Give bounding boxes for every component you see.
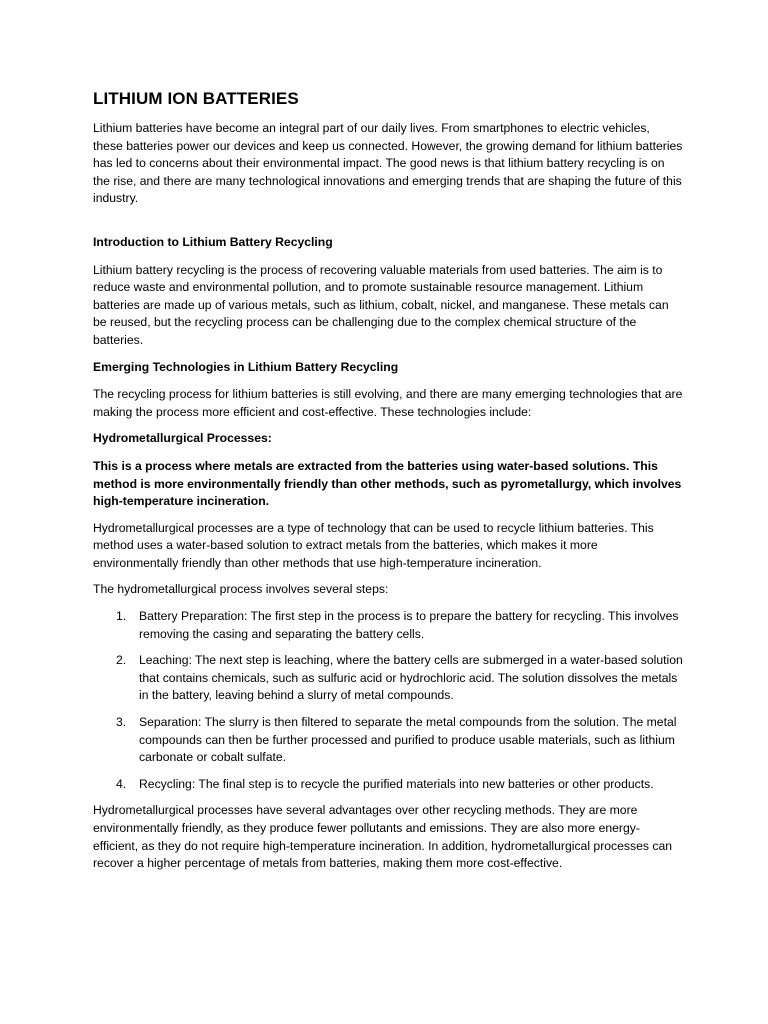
list-item <box>93 652 683 705</box>
document-page <box>93 88 683 882</box>
list-item-number: 4. <box>116 776 127 791</box>
list-item-text: Separation: The slurry is then filtered to separate the metal compounds from the solution. The metal compounds can then be further processed and purified to produce usable materials, such as lithium carbonate or cobalt sulfate. <box>139 715 677 765</box>
introduction-paragraph: Lithium battery recycling is the process of recovering valuable materials from used batteries. The aim is to reduce waste and environmental pollution, and to promote sustainable resource management. Lithium batteries are made up of various metals, such as lithium, cobalt, nickel, and manganese. These metals can be reused, but the recycling process can be challenging due to the complex chemical structure of the batteries. <box>93 262 669 347</box>
conclusion-paragraph: Hydrometallurgical processes have several advantages over other recycling methods. They are more environmentally friendly, as they produce fewer pollutants and emissions. They are also more energy-efficient, as they do not require high-temperature incineration. In addition, hydrometallurgical processes can recover a higher percentage of metals from batteries, making them more cost-effective. <box>93 803 673 871</box>
list-item-number: 1. <box>116 609 127 624</box>
emerging-technologies-paragraph: The recycling process for lithium batteries is still evolving, and there are many emerging technologies that are making the process more efficient and cost-effective. These technologies include: <box>93 387 683 419</box>
hydrometallurgical-paragraph: Hydrometallurgical processes are a type of technology that can be used to recycle lithium batteries. This method uses a water-based solution to extract metals from the batteries, which makes it more environmentally friendly than other methods that use high-temperature incineration. <box>93 520 654 570</box>
section-heading-emerging-technologies: Emerging Technologies in Lithium Battery Recycling <box>93 359 399 374</box>
list-item-text: Recycling: The final step is to recycle the purified materials into new batteries or other products. <box>139 776 654 791</box>
list-item <box>93 714 683 767</box>
list-item-text: Leaching: The next step is leaching, where the battery cells are submerged in a water-based solution that contains chemicals, such as sulfuric acid or hydrochloric acid. The solution dissolves the metals in the battery, leaving behind a slurry of metal compounds. <box>139 653 683 703</box>
list-item-text: Battery Preparation: The first step in the process is to prepare the battery for recycling. This involves removing the casing and separating the battery cells. <box>139 609 679 641</box>
list-item <box>93 776 683 794</box>
section-heading-hydrometallurgical: Hydrometallurgical Processes: <box>93 431 272 446</box>
document-title: LITHIUM ION BATTERIES <box>93 89 299 108</box>
list-item <box>93 608 683 643</box>
section-heading-introduction: Introduction to Lithium Battery Recycling <box>93 234 333 249</box>
steps-intro-paragraph: The hydrometallurgical process involves several steps: <box>93 582 389 597</box>
steps-list <box>93 608 683 793</box>
section-spacer <box>93 217 683 234</box>
list-item-number: 3. <box>116 715 127 730</box>
list-item-number: 2. <box>116 653 127 668</box>
hydrometallurgical-bold-paragraph: This is a process where metals are extracted from the batteries using water-based solutions. This method is more environmentally friendly than other methods, such as pyrometallurgy, which involves high-temperature incineration. <box>93 458 682 509</box>
intro-paragraph: Lithium batteries have become an integral part of our daily lives. From smartphones to electric vehicles, these batteries power our devices and keep us connected. However, the growing demand for lithium batteries has led to concerns about their environmental impact. The good news is that lithium battery recycling is on the rise, and there are many technological innovations and emerging trends that are shaping the future of this industry. <box>93 121 683 206</box>
